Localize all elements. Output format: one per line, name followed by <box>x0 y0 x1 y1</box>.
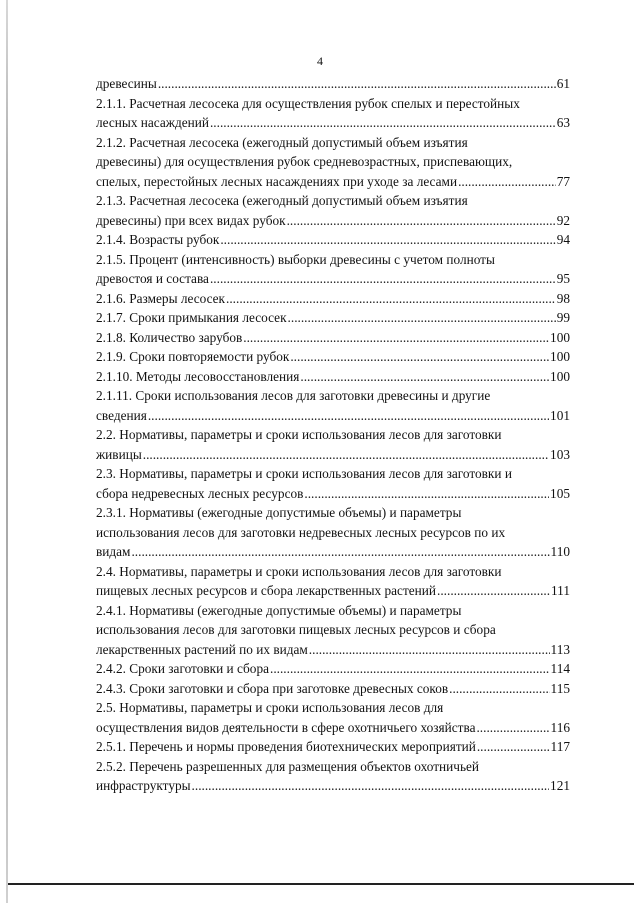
toc-entry-title: древесины <box>96 76 157 91</box>
toc-entry <box>96 250 570 289</box>
toc-entry <box>96 94 570 133</box>
toc-entry-page-number: 100 <box>550 368 570 384</box>
toc-entry-page-number: 99 <box>556 310 570 325</box>
dot-leader <box>290 347 549 367</box>
toc-entry-text-line: 2.5. Нормативы, параметры и сроки использования лесов для <box>96 700 444 715</box>
table-of-contents <box>96 74 570 796</box>
dot-leader <box>270 659 550 679</box>
dot-leader <box>300 367 549 387</box>
toc-entry <box>96 230 570 250</box>
toc-entry-text-line: 2.1.11. Сроки использования лесов для заготовки древесины и другие <box>96 388 491 403</box>
toc-entry <box>96 698 570 737</box>
toc-entry <box>96 464 570 503</box>
dot-leader <box>243 328 549 348</box>
toc-entry-page-number: 95 <box>556 271 570 286</box>
toc-entry-text-line: использования лесов для заготовки пищевых лесных ресурсов и сбора <box>96 622 496 637</box>
toc-entry-page-number: 94 <box>556 232 570 247</box>
toc-entry-title: сбора недревесных лесных ресурсов <box>96 485 304 501</box>
toc-entry-text-line: 2.1.1. Расчетная лесосека для осуществления рубок спелых и перестойных <box>96 95 520 111</box>
toc-entry-text-line: 2.3. Нормативы, параметры и сроки использования лесов для заготовки и <box>96 466 512 481</box>
toc-entry <box>96 328 570 348</box>
scan-bottom-edge <box>8 883 634 885</box>
toc-entry <box>96 601 570 660</box>
toc-entry-page-number: 98 <box>556 290 570 306</box>
toc-entry-text-line: древесины) для осуществления рубок средневозрастных, приспевающих, <box>96 154 513 169</box>
toc-entry-page-number: 100 <box>550 329 570 345</box>
toc-entry <box>96 659 570 679</box>
toc-entry-title: 2.4.2. Сроки заготовки и сбора <box>96 661 269 676</box>
toc-entry-title: видам <box>96 544 131 559</box>
toc-entry <box>96 74 570 94</box>
toc-entry-text-line: 2.4. Нормативы, параметры и сроки использования лесов для заготовки <box>96 563 502 579</box>
toc-entry-page-number: 121 <box>550 778 570 793</box>
toc-entry-text-line: 2.1.3. Расчетная лесосека (ежегодный допустимый объем изъятия <box>96 193 468 208</box>
toc-entry-title: инфраструктуры <box>96 778 191 793</box>
page-number: 4 <box>317 54 323 68</box>
toc-entry-text-line: 2.2. Нормативы, параметры и сроки использования лесов для заготовки <box>96 427 502 442</box>
dot-leader <box>148 406 549 426</box>
dot-leader <box>220 230 555 250</box>
scan-left-edge <box>6 0 8 903</box>
dot-leader <box>477 737 550 757</box>
dot-leader <box>131 542 549 562</box>
dot-leader <box>210 113 556 133</box>
toc-entry-title: лекарственных растений по их видам <box>96 641 308 657</box>
toc-entry-title: 2.1.7. Сроки примыкания лесосек <box>96 310 287 325</box>
toc-entry-text-line: 2.5.2. Перечень разрешенных для размещения объектов охотничьей <box>96 758 480 774</box>
toc-entry-page-number: 100 <box>550 349 570 364</box>
toc-entry-title: 2.5.1. Перечень и нормы проведения биотехнических мероприятий <box>96 739 476 754</box>
toc-entry-title: древесины) при всех видах рубок <box>96 212 286 228</box>
toc-entry-text-line: 2.1.5. Процент (интенсивность) выборки древесины с учетом полноты <box>96 251 495 267</box>
toc-entry-page-number: 77 <box>556 173 570 189</box>
dot-leader <box>437 581 550 601</box>
dot-leader <box>192 776 550 796</box>
dot-leader <box>476 718 549 738</box>
toc-entry-page-number: 116 <box>550 719 570 735</box>
dot-leader <box>304 484 549 504</box>
toc-entry <box>96 562 570 601</box>
toc-entry-page-number: 103 <box>550 446 570 462</box>
dot-leader <box>458 172 556 192</box>
toc-entry-title: спелых, перестойных лесных насаждениях при уходе за лесами <box>96 173 458 189</box>
toc-entry-title: осуществления видов деятельности в сфере охотничьего хозяйства <box>96 719 476 735</box>
toc-entry-page-number: 114 <box>550 661 570 676</box>
toc-entry-text-line: использования лесов для заготовки недревесных лесных ресурсов по их <box>96 524 506 540</box>
toc-entry-text-line: 2.3.1. Нормативы (ежегодные допустимые объемы) и параметры <box>96 505 462 520</box>
toc-entry-title: 2.1.6. Размеры лесосек <box>96 290 226 306</box>
toc-entry-title: живицы <box>96 446 142 462</box>
dot-leader <box>309 640 550 660</box>
toc-entry <box>96 737 570 757</box>
toc-entry-text-line: 2.4.1. Нормативы (ежегодные допустимые объемы) и параметры <box>96 602 462 618</box>
dot-leader <box>143 445 549 465</box>
toc-entry <box>96 679 570 699</box>
toc-entry-page-number: 117 <box>550 739 570 754</box>
dot-leader <box>226 289 556 309</box>
dot-leader <box>210 269 556 289</box>
toc-entry-title: 2.4.3. Сроки заготовки и сбора при заготовке древесных соков <box>96 680 449 696</box>
toc-entry <box>96 757 570 796</box>
toc-entry-title: 2.1.9. Сроки повторяемости рубок <box>96 349 290 364</box>
toc-entry-page-number: 92 <box>556 212 570 228</box>
dot-leader <box>449 679 549 699</box>
toc-entry-text-line: 2.1.2. Расчетная лесосека (ежегодный допустимый объем изъятия <box>96 134 468 150</box>
dot-leader <box>158 74 556 94</box>
toc-entry-title: 2.1.10. Методы лесовосстановления <box>96 368 300 384</box>
toc-entry-title: сведения <box>96 407 147 423</box>
toc-entry-page-number: 111 <box>551 583 570 598</box>
toc-entry-page-number: 113 <box>550 641 570 657</box>
dot-leader <box>288 308 556 328</box>
toc-entry-page-number: 63 <box>556 115 570 130</box>
toc-entry-page-number: 110 <box>550 544 570 559</box>
toc-entry <box>96 347 570 367</box>
dot-leader <box>287 211 556 231</box>
toc-entry-page-number: 61 <box>556 76 570 91</box>
toc-entry-page-number: 115 <box>550 680 570 696</box>
toc-entry <box>96 133 570 192</box>
toc-entry-title: 2.1.8. Количество зарубов <box>96 329 243 345</box>
toc-entry <box>96 386 570 425</box>
toc-entry <box>96 367 570 387</box>
toc-entry-title: лесных насаждений <box>96 115 209 130</box>
toc-entry-title: 2.1.4. Возрасты рубок <box>96 232 220 247</box>
toc-entry-page-number: 101 <box>550 407 570 423</box>
toc-entry <box>96 503 570 562</box>
toc-entry <box>96 191 570 230</box>
toc-entry <box>96 289 570 309</box>
toc-entry-page-number: 105 <box>550 485 570 501</box>
toc-entry-title: пищевых лесных ресурсов и сбора лекарственных растений <box>96 583 437 598</box>
toc-entry <box>96 308 570 328</box>
toc-entry <box>96 425 570 464</box>
toc-entry-title: древостоя и состава <box>96 271 209 286</box>
